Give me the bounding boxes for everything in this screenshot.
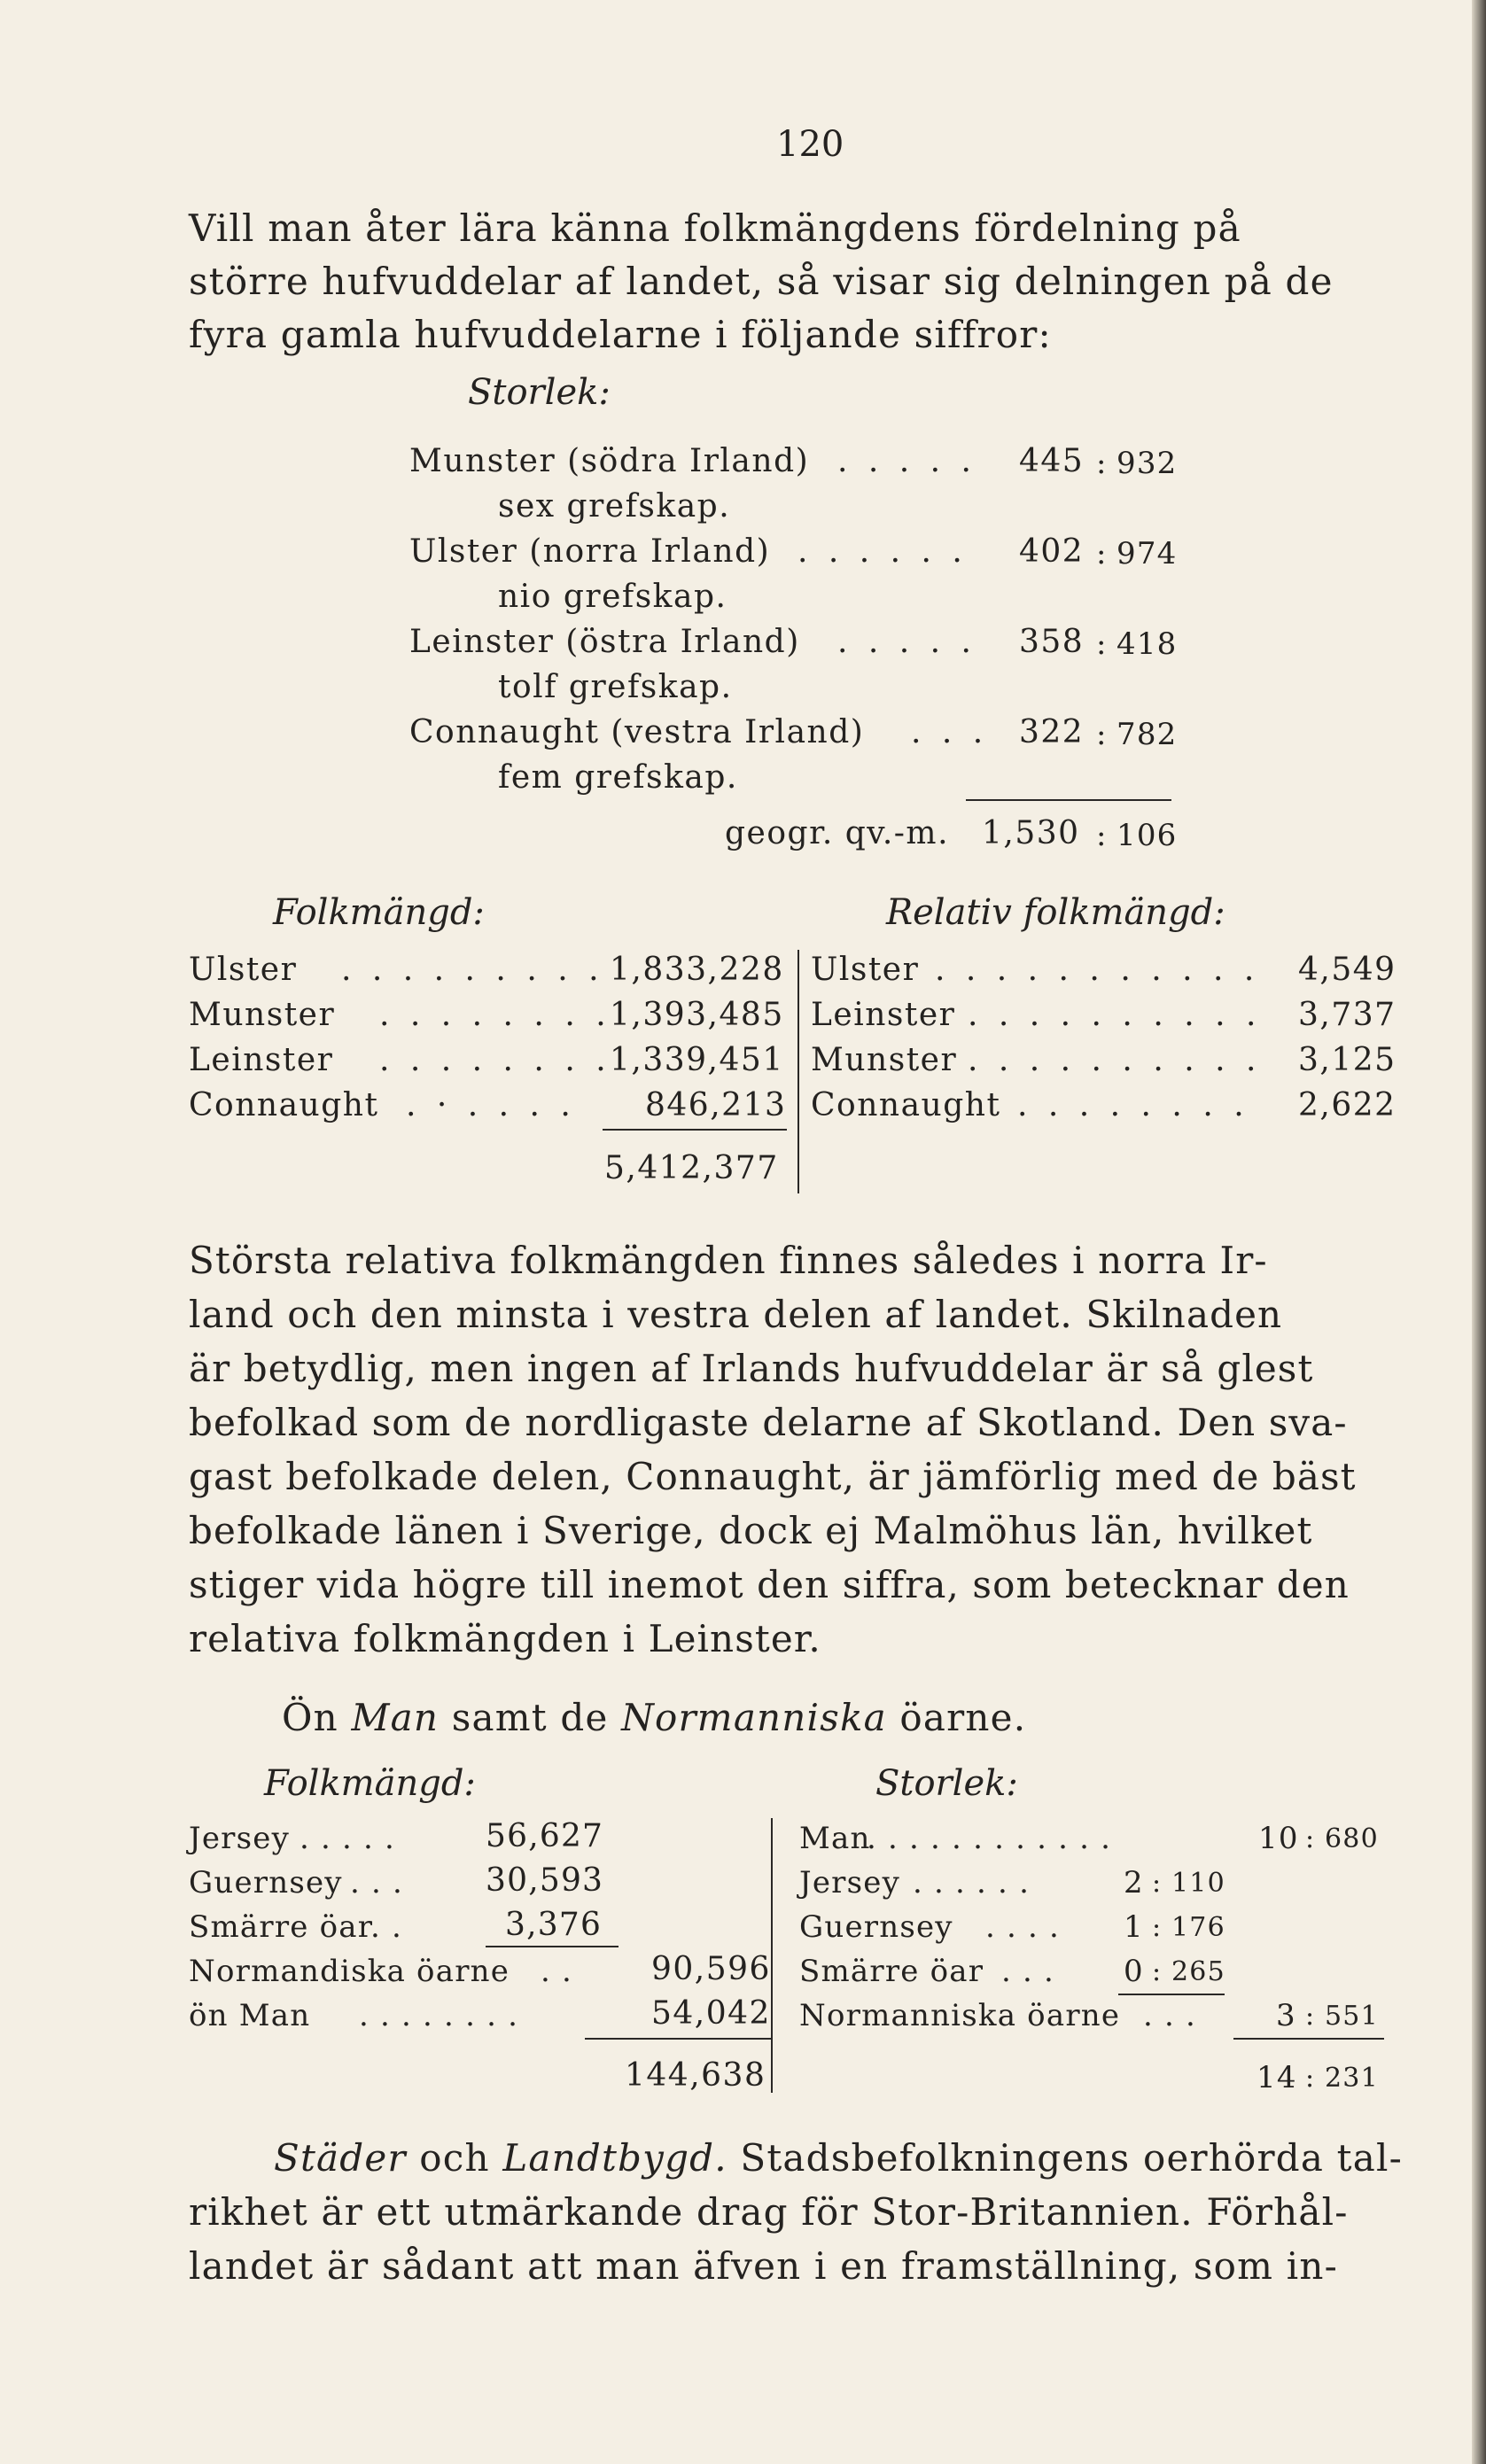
storlek2-row-int: 1 <box>1124 1909 1144 1945</box>
section-title-man: Man <box>351 1696 440 1739</box>
storlek2-heading: Storlek: <box>875 1763 1018 1804</box>
intro-line: Vill man åter lära känna folkmängdens fördelning på <box>189 206 1241 250</box>
population-row-value: 1,339,451 <box>610 1042 784 1078</box>
body-line: Största relativa folkmängden finnes således i norra Ir- <box>189 1239 1268 1282</box>
size-row-int: 402 <box>1019 533 1085 570</box>
size-row-int: 358 <box>1019 624 1085 660</box>
size-row-name: Ulster (norra Irland) <box>409 533 771 570</box>
relative-row-dots: . . . . . . . . . . <box>968 997 1262 1033</box>
closing-italic-landtbygd: Landtbygd. <box>502 2136 727 2180</box>
size-row-dots: . . . . . . <box>797 533 968 570</box>
size-total-rule <box>966 799 1171 801</box>
relative-row-value: 3,737 <box>1298 997 1397 1033</box>
body-line: är betydlig, men ingen af Irlands hufvuddelar är så glest <box>189 1347 1314 1390</box>
folk2-norm-label: Normandiska öarne <box>189 1954 510 1989</box>
population-row-value: 846,213 <box>645 1087 787 1123</box>
intro-paragraph <box>189 202 1412 361</box>
folk2-total: 144,638 <box>625 2057 766 2094</box>
storlek2-row-dots: . . . <box>1001 1954 1055 1989</box>
folk2-norm-dots: . . <box>541 1954 573 1989</box>
relative-row-dots: . . . . . . . . <box>1017 1087 1249 1123</box>
size-row-dots: . . . <box>911 714 989 750</box>
storlek2-row-frac: 551 <box>1325 2001 1379 2032</box>
folk2-row-value: 56,627 <box>486 1818 604 1854</box>
size-row-int: 445 <box>1019 443 1085 479</box>
relative-row-value: 4,549 <box>1298 952 1397 988</box>
population-row-name: Munster <box>189 997 336 1033</box>
body-line: land och den minsta i vestra delen af landet. Skilnaden <box>189 1293 1283 1336</box>
section-title-suffix: öarne. <box>899 1696 1027 1739</box>
size-row-frac: 782 <box>1116 717 1178 752</box>
population-row-dots: . . . . . . . . . <box>341 952 604 988</box>
closing-italic-stader: Städer <box>274 2136 407 2180</box>
storlek2-row-name: Normanniska öarne <box>799 1998 1121 2033</box>
size-row-name: Munster (södra Irland) <box>409 443 810 479</box>
folk2-total-rule <box>585 2038 771 2040</box>
storlek2-row-name: Man <box>799 1821 871 1856</box>
relative-row-dots: . . . . . . . . . . . <box>935 952 1260 988</box>
storlek2-row-int: 0 <box>1124 1954 1144 1989</box>
folk2-heading: Folkmängd: <box>264 1763 476 1804</box>
size-row-frac: 974 <box>1116 536 1178 571</box>
folk2-man-value: 54,042 <box>651 1995 771 2032</box>
closing-line1-rest: Stadsbefolkningens oerhörda tal- <box>740 2136 1404 2180</box>
folk2-row-dots: . . <box>370 1909 403 1945</box>
storlek2-row-name: Guernsey <box>799 1909 953 1945</box>
storlek2-row-int: 3 <box>1276 1998 1296 2033</box>
relative-row-name: Leinster <box>811 997 956 1033</box>
relative-row-name: Ulster <box>811 952 920 988</box>
size-row-sub: nio grefskap. <box>498 579 727 615</box>
folk2-row-value: 30,593 <box>486 1862 604 1899</box>
storlek2-row-int: 10 <box>1258 1821 1299 1856</box>
storlek2-row-name: Jersey <box>799 1865 900 1900</box>
closing-line <box>189 2131 1403 2185</box>
size-row-frac: 932 <box>1116 446 1178 481</box>
size-total-label: geogr. qv.-m. <box>725 815 950 851</box>
storlek2-row-frac: 265 <box>1171 1956 1225 1987</box>
size-row-name: Connaught (vestra Irland) <box>409 714 865 750</box>
population-row-name: Connaught <box>189 1087 379 1123</box>
size-row-dots: . . . . . <box>837 624 976 660</box>
storlek2-total-frac: 231 <box>1325 2063 1379 2094</box>
storlek2-total-int: 14 <box>1256 2060 1297 2095</box>
storlek2-row-dots: . . . <box>1143 1998 1197 2033</box>
section-title-normanniska: Normanniska <box>621 1696 887 1739</box>
relative-row-value: 3,125 <box>1298 1042 1397 1078</box>
storlek2-row-frac: 110 <box>1171 1868 1225 1899</box>
size-row-int: 322 <box>1019 714 1085 750</box>
closing-line: rikhet är ett utmärkande drag för Stor-Britannien. Förhål- <box>189 2190 1349 2234</box>
relative-row-name: Connaught <box>811 1087 1001 1123</box>
size-row-name: Leinster (östra Irland) <box>409 624 800 660</box>
intro-line: större hufvuddelar af landet, så visar sig delningen på de <box>189 260 1334 303</box>
population-row-dots: . · . . . . <box>406 1087 576 1123</box>
page-edge-shadow <box>1472 0 1486 2464</box>
size-row-sub: fem grefskap. <box>498 759 738 796</box>
storlek2-row-dots: . . . . . . . . . . . . <box>867 1821 1112 1856</box>
folk2-man-dots: . . . . . . . . <box>359 1998 519 2033</box>
folk2-row-value: 3,376 <box>505 1907 603 1943</box>
storlek2-row-int: 2 <box>1124 1865 1144 1900</box>
folk2-subtotal-rule <box>486 1946 619 1947</box>
storlek2-row-frac: 176 <box>1171 1912 1225 1943</box>
size-total-int: 1,530 <box>982 815 1080 851</box>
population-row-dots: . . . . . . . . <box>379 997 611 1033</box>
size-heading: Storlek: <box>468 372 611 413</box>
closing-paragraph <box>189 2131 1403 2293</box>
population-row-name: Leinster <box>189 1042 334 1078</box>
column-divider <box>797 950 799 1193</box>
relative-heading: Relativ folkmängd: <box>886 892 1225 933</box>
body-paragraph <box>189 1233 1399 1666</box>
section-title-middle: samt de <box>451 1696 609 1739</box>
storlek2-total-rule <box>1233 2038 1384 2040</box>
storlek2-row-dots: . . . . . . <box>913 1865 1031 1900</box>
size-total-frac: 106 <box>1116 818 1178 853</box>
storlek2-subtotal-rule <box>1118 1994 1225 1995</box>
folk2-row-dots: . . . <box>350 1865 404 1900</box>
relative-row-dots: . . . . . . . . . . <box>968 1042 1262 1078</box>
size-row-frac: 418 <box>1116 626 1178 662</box>
size-row-dots: . . . . . <box>837 443 976 479</box>
population-row-name: Ulster <box>189 952 298 988</box>
size-row-sub: tolf grefskap. <box>498 669 733 705</box>
body-line: gast befolkade delen, Connaught, är jämförlig med de bäst <box>189 1455 1357 1498</box>
population-row-dots: . . . . . . . . <box>379 1042 611 1078</box>
population-row-value: 1,393,485 <box>610 997 784 1033</box>
body-line: befolkade länen i Sverige, dock ej Malmöhus län, hvilket <box>189 1509 1313 1552</box>
closing-och: och <box>419 2136 490 2180</box>
relative-row-name: Munster <box>811 1042 958 1078</box>
folk2-row-name: Jersey <box>189 1821 290 1856</box>
column-divider-2 <box>771 1818 773 2093</box>
body-line: relativa folkmängden i Leinster. <box>189 1617 821 1660</box>
closing-line: landet är sådant att man äfven i en framställning, som in- <box>189 2244 1339 2288</box>
body-line: befolkad som de nordligaste delarne af Skotland. Den sva- <box>189 1401 1348 1444</box>
folk2-man-label: ön Man <box>189 1998 311 2033</box>
population-row-value: 1,833,228 <box>610 952 784 988</box>
section-title <box>282 1696 1026 1739</box>
folk2-norm-value: 90,596 <box>651 1951 771 1987</box>
population-total: 5,412,377 <box>604 1150 779 1186</box>
page-number: 120 <box>776 124 844 165</box>
storlek2-row-name: Smärre öar <box>799 1954 984 1989</box>
relative-row-value: 2,622 <box>1298 1087 1397 1123</box>
population-heading: Folkmängd: <box>273 892 485 933</box>
body-line: stiger vida högre till inemot den siffra, som betecknar den <box>189 1563 1350 1606</box>
storlek2-row-dots: . . . . <box>985 1909 1061 1945</box>
section-title-prefix: Ön <box>282 1696 338 1739</box>
size-row-sub: sex grefskap. <box>498 488 731 525</box>
folk2-row-name: Guernsey <box>189 1865 343 1900</box>
folk2-row-dots: . . . . . <box>300 1821 396 1856</box>
intro-line: fyra gamla hufvuddelarne i följande siffror: <box>189 313 1052 356</box>
population-total-rule <box>603 1129 787 1131</box>
storlek2-row-frac: 680 <box>1325 1823 1379 1854</box>
folk2-row-name: Smärre öar <box>189 1909 374 1945</box>
